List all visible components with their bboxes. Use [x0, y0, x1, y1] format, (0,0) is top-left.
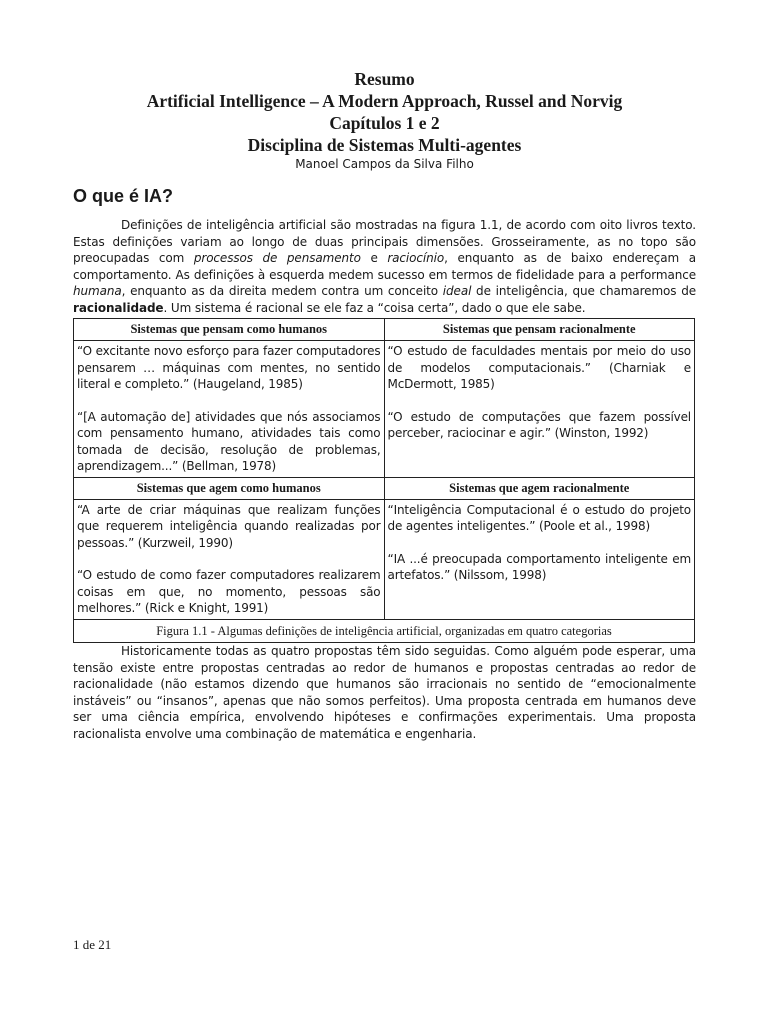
- intro-emphasis-2: raciocínio: [387, 251, 445, 265]
- table-row: [74, 619, 695, 643]
- intro-emphasis-4: ideal: [442, 284, 472, 298]
- intro-text-5: de inteligência, que chamaremos de: [471, 284, 696, 298]
- ai-definitions-table: [73, 318, 695, 643]
- page-number: 1 de 21: [73, 937, 112, 952]
- header-think-rational: Sistemas que pensam racionalmente: [384, 319, 695, 341]
- intro-emphasis-3: humana: [73, 284, 122, 298]
- quote-kurzweil: “A arte de criar máquinas que realizam funções que requerem inteligência quando realizadas por pessoas.” (Kurzweil, 1990): [77, 502, 381, 550]
- history-paragraph: Historicamente todas as quatro propostas têm sido seguidas. Como alguém pode esperar, uma tensão existe entre propostas centradas ao redor de humanos e propostas centradas ao redor de racionalidade (não estamos dizendo que humanos são irracionais no sentido de “emocionalmente instáveis” ou “insanos”, apenas que não somos perfeitos). Uma proposta centrada em humanos deve ser uma ciência empírica, envolvendo hipóteses e confirmações experimentais. Uma proposta racionalista envolve uma combinação de matemática e engenharia.: [73, 644, 696, 741]
- quote-bellman: “[A automação de] atividades que nós associamos com pensamento humano, atividades tais como tomada de decisão, resolução de problemas, aprendizagem...” (Bellman, 1978): [77, 409, 381, 473]
- table-row: [74, 477, 695, 499]
- cell-think-rational: [384, 341, 695, 478]
- quote-haugeland: “O excitante novo esforço para fazer computadores pensarem … máquinas com mentes, no sentido literal e completo.” (Haugeland, 1985): [77, 344, 381, 391]
- intro-text-3: , enquanto as de baixo endereçam a comportamento. As definições à esquerda medem sucesso em termos de fidelidade para a performance: [73, 251, 696, 282]
- intro-text-6: . Um sistema é racional se ele faz a “coisa certa”, dado o que ele sabe.: [163, 300, 586, 315]
- intro-paragraph: [73, 217, 696, 316]
- header-think-human: Sistemas que pensam como humanos: [74, 319, 385, 341]
- intro-text-4: , enquanto as da direita medem contra um conceito: [121, 284, 443, 298]
- quote-winston: “O estudo de computações que fazem possível perceber, raciocinar e agir.” (Winston, 1992): [387, 409, 691, 440]
- intro-text-1: Definições de inteligência artificial são mostradas na figura 1.1, de acordo com oito livros texto. Estas definições variam ao longo de duas principais dimensões. Grosseiramente, as no topo são preocupadas com: [73, 218, 696, 265]
- header-act-rational: Sistemas que agem racionalmente: [384, 477, 695, 499]
- intro-text-2: e: [360, 251, 388, 265]
- table-row: [74, 319, 695, 341]
- header-book-title: Artificial Intelligence – A Modern Approach, Russel and Norvig: [146, 91, 623, 111]
- header-act-human: Sistemas que agem como humanos: [74, 477, 385, 499]
- cell-act-human: [74, 499, 385, 619]
- table-row: [74, 499, 695, 619]
- cell-act-rational: [384, 499, 695, 619]
- header-discipline: Disciplina de Sistemas Multi-agentes: [247, 135, 522, 155]
- header-author: Manoel Campos da Silva Filho: [295, 157, 474, 171]
- intro-bold-term: racionalidade: [73, 300, 164, 315]
- quote-charniak: “O estudo de faculdades mentais por meio do uso de modelos computacionais.” (Charniak e McDermott, 1985): [387, 344, 691, 391]
- header-chapters: Capítulos 1 e 2: [329, 113, 440, 133]
- table-row: [74, 341, 695, 478]
- cell-think-human: [74, 341, 385, 478]
- intro-emphasis-1: processos de pensamento: [193, 251, 361, 265]
- quote-rick-knight: “O estudo de como fazer computadores realizarem coisas em que, no momento, pessoas são melhores.” (Rick e Knight, 1991): [77, 568, 381, 615]
- quote-nilssom: “IA ...é preocupada comportamento inteligente em artefatos.” (Nilssom, 1998): [387, 551, 691, 582]
- document-page: [73, 68, 696, 742]
- header-title-resumo: Resumo: [354, 69, 415, 89]
- quote-poole: “Inteligência Computacional é o estudo do projeto de agentes inteligentes.” (Poole et al., 1998): [387, 502, 691, 533]
- document-header: [73, 68, 696, 172]
- section-heading: O que é IA?: [73, 186, 174, 206]
- figure-caption: Figura 1.1 - Algumas definições de inteligência artificial, organizadas em quatro categorias: [74, 619, 695, 643]
